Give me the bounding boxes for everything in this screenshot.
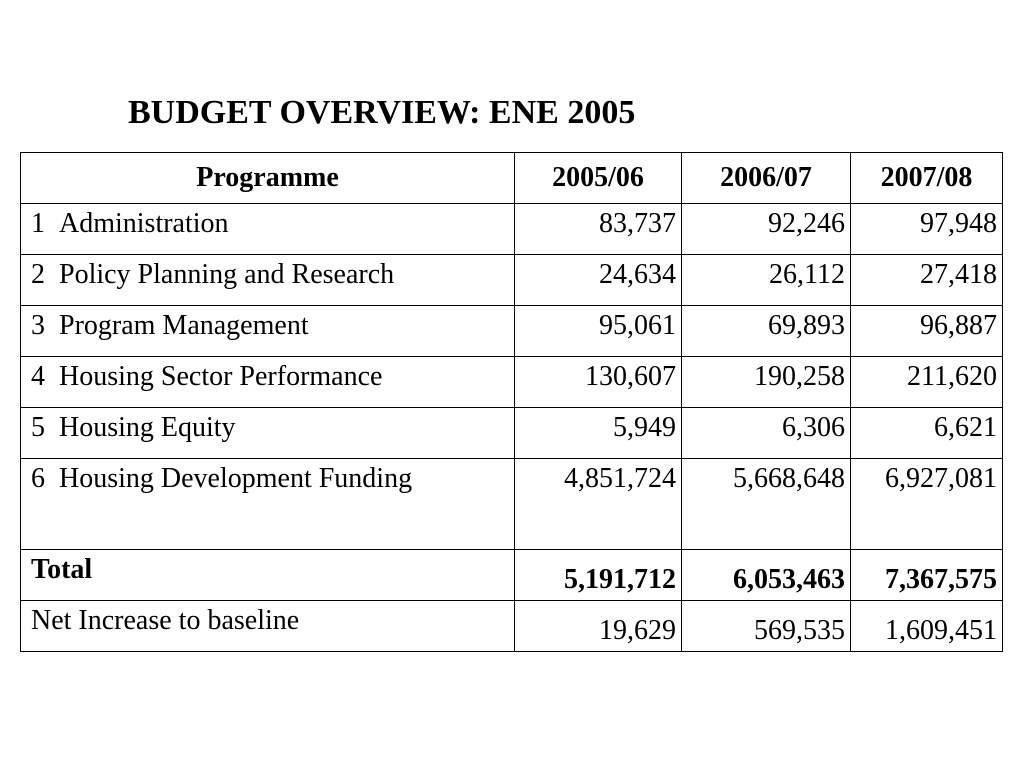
value-2006-07: 26,112 xyxy=(682,255,851,306)
net-increase-row xyxy=(21,601,1003,652)
programme-number: 6 xyxy=(31,463,45,494)
value-2006-07: 5,668,648 xyxy=(682,459,851,550)
programme-cell xyxy=(21,357,515,408)
programme-name: Housing Development Funding xyxy=(59,463,413,494)
programme-cell xyxy=(21,306,515,357)
programme-name: Policy Planning and Research xyxy=(59,259,395,290)
programme-cell xyxy=(21,459,515,550)
header-programme: Programme xyxy=(21,153,515,204)
value-2005-06: 83,737 xyxy=(515,204,682,255)
value-2007-08: 96,887 xyxy=(851,306,1003,357)
value-2007-08: 27,418 xyxy=(851,255,1003,306)
value-2005-06: 24,634 xyxy=(515,255,682,306)
value-2006-07: 6,306 xyxy=(682,408,851,459)
table-row xyxy=(21,357,1003,408)
total-2006-07: 6,053,463 xyxy=(682,550,851,601)
total-2005-06: 5,191,712 xyxy=(515,550,682,601)
budget-table xyxy=(20,152,1003,652)
programme-number: 2 xyxy=(31,259,45,290)
programme-number: 1 xyxy=(31,208,45,239)
programme-number: 5 xyxy=(31,412,45,443)
value-2006-07: 69,893 xyxy=(682,306,851,357)
table-row xyxy=(21,306,1003,357)
total-2007-08: 7,367,575 xyxy=(851,550,1003,601)
programme-number: 3 xyxy=(31,310,45,341)
programme-cell xyxy=(21,408,515,459)
value-2005-06: 5,949 xyxy=(515,408,682,459)
programme-name: Administration xyxy=(59,208,229,239)
value-2006-07: 92,246 xyxy=(682,204,851,255)
table-row xyxy=(21,408,1003,459)
net-increase-label: Net Increase to baseline xyxy=(21,601,515,652)
header-2006-07: 2006/07 xyxy=(682,153,851,204)
value-2005-06: 130,607 xyxy=(515,357,682,408)
net-increase-2007-08: 1,609,451 xyxy=(851,601,1003,652)
table-row xyxy=(21,204,1003,255)
value-2007-08: 6,927,081 xyxy=(851,459,1003,550)
header-2005-06: 2005/06 xyxy=(515,153,682,204)
programme-name: Program Management xyxy=(59,310,309,341)
value-2005-06: 4,851,724 xyxy=(515,459,682,550)
table-header-row xyxy=(21,153,1003,204)
value-2007-08: 97,948 xyxy=(851,204,1003,255)
table-row xyxy=(21,255,1003,306)
value-2005-06: 95,061 xyxy=(515,306,682,357)
slide-title: BUDGET OVERVIEW: ENE 2005 xyxy=(128,94,636,131)
value-2006-07: 190,258 xyxy=(682,357,851,408)
net-increase-2006-07: 569,535 xyxy=(682,601,851,652)
total-row xyxy=(21,550,1003,601)
value-2007-08: 6,621 xyxy=(851,408,1003,459)
programme-name: Housing Equity xyxy=(59,412,236,443)
programme-name: Housing Sector Performance xyxy=(59,361,383,392)
header-2007-08: 2007/08 xyxy=(851,153,1003,204)
table-row xyxy=(21,459,1003,550)
total-label: Total xyxy=(21,550,515,601)
programme-cell xyxy=(21,204,515,255)
programme-number: 4 xyxy=(31,361,45,392)
programme-cell xyxy=(21,255,515,306)
net-increase-2005-06: 19,629 xyxy=(515,601,682,652)
value-2007-08: 211,620 xyxy=(851,357,1003,408)
